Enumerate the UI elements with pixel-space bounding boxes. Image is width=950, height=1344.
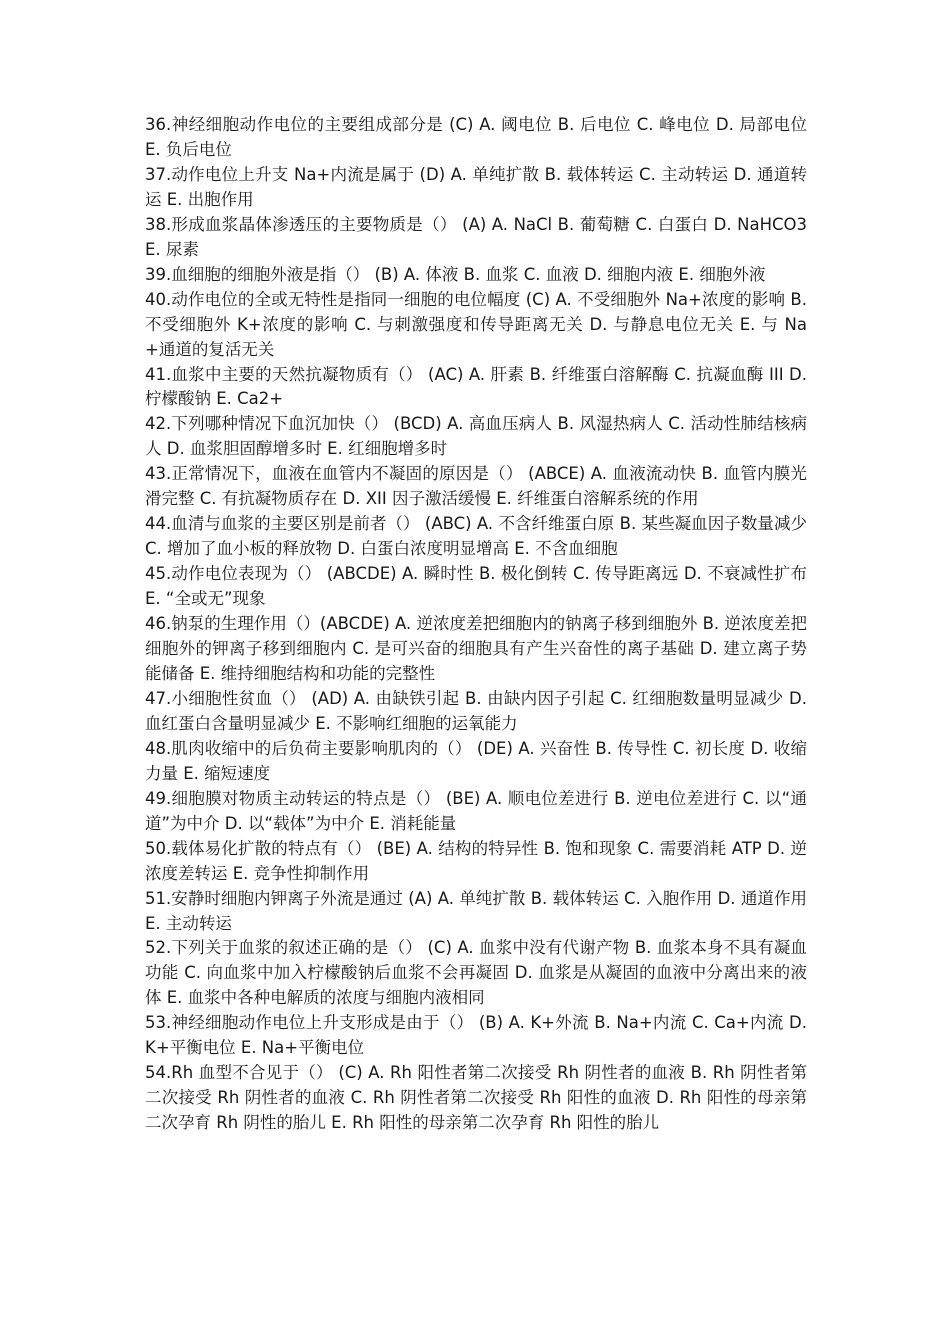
question-40: 40.动作电位的全或无特性是指同一细胞的电位幅度 (C) A. 不受细胞外 Na+浓度的影响 B. 不受细胞外 K+浓度的影响 C. 与刺激强度和传导距离无关 D. 与静息电位无关 E. 与 Na+通道的复活无关 (145, 289, 807, 359)
question-44: 44.血清与血浆的主要区别是前者（） (ABC) A. 不含纤维蛋白原 B. 某些凝血因子数量减少 C. 增加了血小板的释放物 D. 白蛋白浓度明显增高 E. 不含血细胞 (145, 514, 807, 559)
question-37: 37.动作电位上升支 Na+内流是属于 (D) A. 单纯扩散 B. 载体转运 C. 主动转运 D. 通道转运 E. 出胞作用 (145, 164, 807, 209)
question-45: 45.动作电位表现为（） (ABCDE) A. 瞬时性 B. 极化倒转 C. 传导距离远 D. 不衰减性扩布 E. “全或无”现象 (145, 564, 807, 609)
document-page (145, 113, 807, 1136)
question-47: 47.小细胞性贫血（） (AD) A. 由缺铁引起 B. 由缺内因子引起 C. 红细胞数量明显减少 D. 血红蛋白含量明显减少 E. 不影响红细胞的运氧能力 (145, 688, 807, 733)
question-41: 41.血浆中主要的天然抗凝物质有（） (AC) A. 肝素 B. 纤维蛋白溶解酶 C. 抗凝血酶 III D. 柠檬酸钠 E. Ca2+ (145, 364, 807, 409)
question-53: 53.神经细胞动作电位上升支形成是由于（） (B) A. K+外流 B. Na+内流 C. Ca+内流 D. K+平衡电位 E. Na+平衡电位 (145, 1013, 807, 1058)
question-43: 43.正常情况下，血液在血管内不凝固的原因是（） (ABCE) A. 血液流动快 B. 血管内膜光滑完整 C. 有抗凝物质存在 D. XII 因子激活缓慢 E. 纤维蛋白溶解系统的作用 (145, 464, 807, 509)
question-36: 36.神经细胞动作电位的主要组成部分是 (C) A. 阈电位 B. 后电位 C. 峰电位 D. 局部电位 E. 负后电位 (145, 115, 807, 159)
question-39: 39.血细胞的细胞外液是指（） (B) A. 体液 B. 血浆 C. 血液 D. 细胞内液 E. 细胞外液 (145, 264, 766, 284)
question-52: 52.下列关于血浆的叙述正确的是（） (C) A. 血浆中没有代谢产物 B. 血浆本身不具有凝血功能 C. 向血浆中加入柠檬酸钠后血浆不会再凝固 D. 血浆是从凝固的血液中分离出来的液体 E. 血浆中各种电解质的浓度与细胞内液相同 (145, 938, 807, 1008)
question-51: 51.安静时细胞内钾离子外流是通过 (A) A. 单纯扩散 B. 载体转运 C. 入胞作用 D. 通道作用 E. 主动转运 (145, 888, 807, 933)
question-49: 49.细胞膜对物质主动转运的特点是（） (BE) A. 顺电位差进行 B. 逆电位差进行 C. 以“通道”为中介 D. 以“载体”为中介 E. 消耗能量 (145, 788, 807, 833)
question-42: 42.下列哪种情况下血沉加快（） (BCD) A. 高血压病人 B. 风湿热病人 C. 活动性肺结核病人 D. 血浆胆固醇增多时 E. 红细胞增多时 (145, 414, 807, 459)
question-54: 54.Rh 血型不合见于（） (C) A. Rh 阳性者第二次接受 Rh 阴性者的血液 B. Rh 阴性者第二次接受 Rh 阴性者的血液 C. Rh 阴性者第二次接受 Rh 阳性的血液 D. Rh 阳性的母亲第二次孕育 Rh 阴性的胎儿 E. Rh 阳性的母亲第二次孕育 Rh 阳性的胎儿 (145, 1063, 807, 1133)
question-50: 50.载体易化扩散的特点有（） (BE) A. 结构的特异性 B. 饱和现象 C. 需要消耗 ATP D. 逆浓度差转运 E. 竞争性抑制作用 (145, 838, 807, 883)
question-48: 48.肌肉收缩中的后负荷主要影响肌肉的（） (DE) A. 兴奋性 B. 传导性 C. 初长度 D. 收缩力量 E. 缩短速度 (145, 738, 807, 783)
question-46: 46.钠泵的生理作用（）(ABCDE) A. 逆浓度差把细胞内的钠离子移到细胞外 B. 逆浓度差把细胞外的钾离子移到细胞内 C. 是可兴奋的细胞具有产生兴奋性的离子基础 D. 建立离子势能储备 E. 维持细胞结构和功能的完整性 (145, 614, 807, 683)
question-38: 38.形成血浆晶体渗透压的主要物质是（） (A) A. NaCl B. 葡萄糖 C. 白蛋白 D. NaHCO3 E. 尿素 (145, 214, 807, 259)
